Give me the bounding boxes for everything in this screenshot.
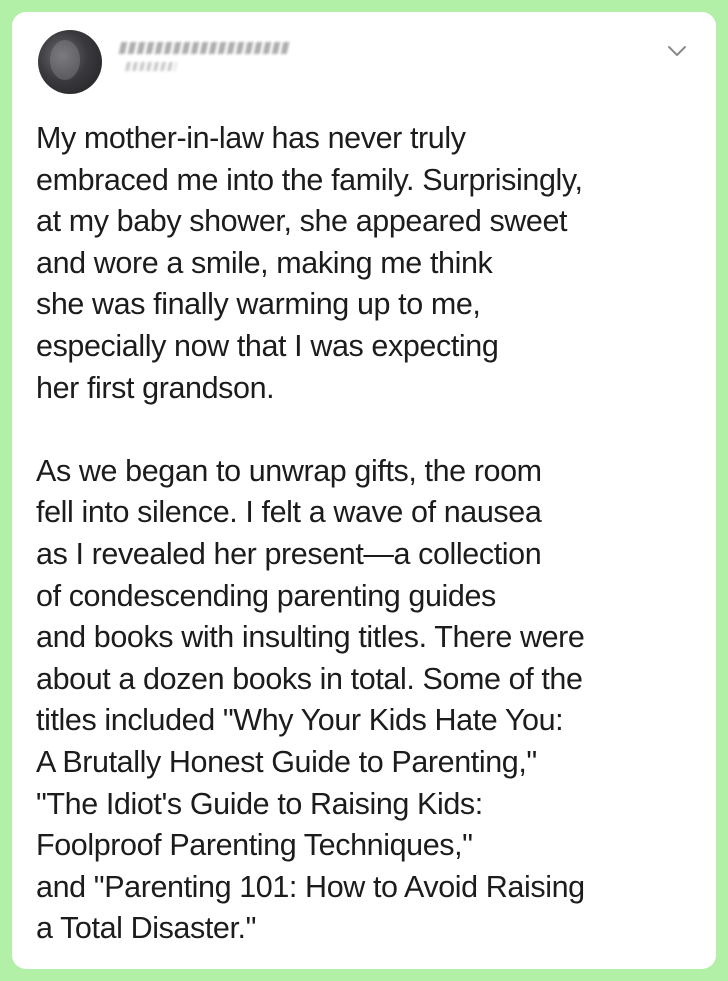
tweet-line: about a dozen books in total. Some of the xyxy=(36,661,583,696)
tweet-line: My mother-in-law has never truly xyxy=(36,121,466,155)
tweet-line: at my baby shower, she appeared sweet xyxy=(36,204,568,239)
tweet-paragraph-1 xyxy=(36,118,696,409)
tweet-line: titles included "Why Your Kids Hate You: xyxy=(36,703,564,738)
tweet-line: fell into silence. I felt a wave of nausea xyxy=(36,495,542,530)
tweet-line: Foolproof Parenting Techniques," xyxy=(36,828,473,863)
tweet-card xyxy=(12,12,716,969)
tweet-line: and books with insulting titles. There were xyxy=(36,620,585,655)
tweet-line: of condescending parenting guides xyxy=(36,578,496,613)
author-name-redacted[interactable] xyxy=(119,42,292,54)
tweet-line: "The Idiot's Guide to Raising Kids: xyxy=(36,786,483,821)
tweet-text xyxy=(36,118,696,950)
tweet-line: she was finally warming up to me, xyxy=(36,287,481,322)
tweet-line: as I revealed her present—a collection xyxy=(36,536,542,571)
avatar-photo xyxy=(50,40,80,80)
tweet-line: and "Parenting 101: How to Avoid Raising xyxy=(36,869,585,904)
avatar[interactable] xyxy=(38,30,102,94)
tweet-line: A Brutally Honest Guide to Parenting," xyxy=(36,744,537,779)
tweet-line: embraced me into the family. Surprisingly, xyxy=(36,162,583,197)
tweet-line: and wore a smile, making me think xyxy=(36,245,493,280)
tweet-paragraph-2 xyxy=(36,451,696,950)
tweet-line: a Total Disaster." xyxy=(36,911,257,946)
tweet-line: As we began to unwrap gifts, the room xyxy=(36,453,542,488)
author-handle-redacted xyxy=(125,62,177,71)
chevron-down-icon[interactable] xyxy=(666,42,688,60)
tweet-line: her first grandson. xyxy=(36,370,275,405)
tweet-line: especially now that I was expecting xyxy=(36,328,499,363)
